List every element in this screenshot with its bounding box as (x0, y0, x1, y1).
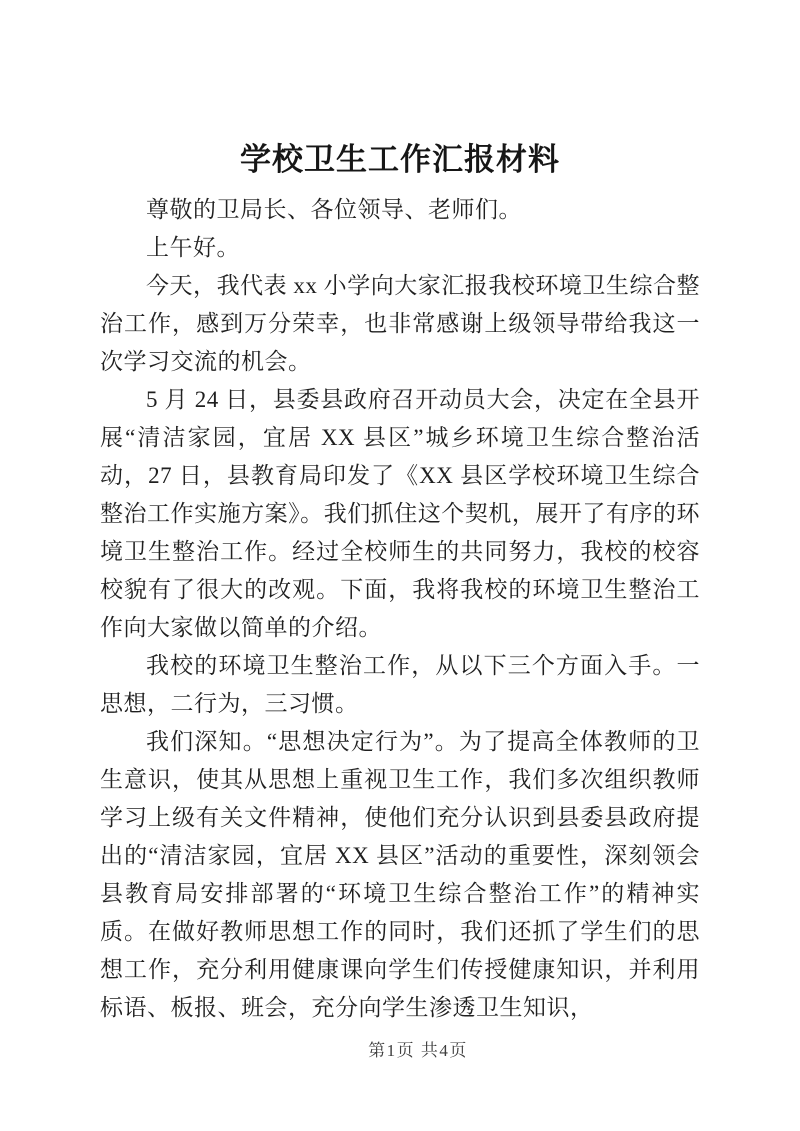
paragraph-ideology-work: 我们深知。“思想决定行为”。为了提高全体教师的卫生意识，使其从思想上重视卫生工作，我们多次组织教师学习上级有关文件精神，使他们充分认识到县委县政府提出的“清洁家园，宜居 XX 县区”活动的重要性，深刻领会县教育局安排部署的“环境卫生综合整治工作”的精神实质。在做好教师思想工作的同时，我们还抓了学生们的思想工作，充分利用健康课向学生们传授健康知识，并利用标语、板报、班会，充分向学生渗透卫生知识， (100, 729, 700, 1020)
document-body (100, 191, 700, 1027)
paragraph-salutation: 尊敬的卫局长、各位领导、老师们。 (146, 197, 522, 222)
paragraph-intro: 今天，我代表 xx 小学向大家汇报我校环境卫生综合整治工作，感到万分荣幸，也非常感谢上级领导带给我这一次学习交流的机会。 (100, 273, 700, 374)
document-title: 学校卫生工作汇报材料 (240, 142, 560, 177)
paragraph-three-aspects: 我校的环境卫生整治工作，从以下三个方面入手。一思想，二行为，三习惯。 (100, 653, 700, 716)
paragraph-background: 5 月 24 日，县委县政府召开动员大会，决定在全县开展“清洁家园，宜居 XX 县区”城乡环境卫生综合整治活动，27 日，县教育局印发了《XX 县区学校环境卫生综合整治工作实施方案》。我们抓住这个契机，展开了有序的环境卫生整治工作。经过全校师生的共同努力，我校的校容校貌有了很大的改观。下面，我将我校的环境卫生整治工作向大家做以简单的介绍。 (100, 387, 700, 640)
paragraph-greeting: 上午好。 (146, 235, 240, 260)
page-footer (0, 1036, 800, 1061)
page-number-label: 第1页 共4页 (368, 1041, 468, 1060)
